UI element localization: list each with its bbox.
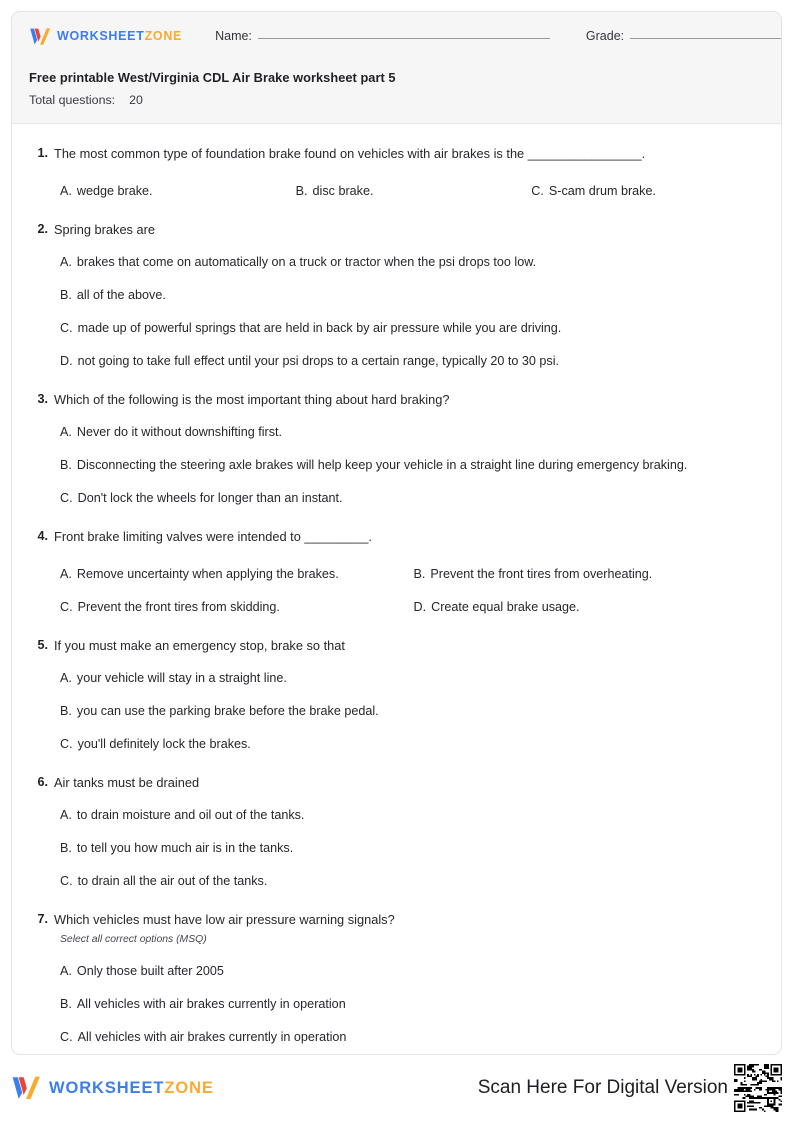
answer-option-key: A. — [60, 184, 72, 198]
grade-field-rule[interactable] — [630, 38, 782, 39]
answer-option[interactable] — [54, 995, 761, 1014]
question-options — [54, 962, 761, 1047]
answer-option[interactable] — [54, 962, 761, 981]
worksheetzone-w-logo-icon — [29, 27, 51, 46]
answer-option[interactable] — [54, 489, 761, 508]
answer-option[interactable] — [54, 319, 761, 338]
answer-option-key: A. — [60, 964, 72, 978]
question-text: The most common type of foundation brake found on vehicles with air brakes is the ________________. — [54, 146, 646, 161]
question-body — [54, 910, 761, 1047]
question-body — [54, 773, 761, 891]
question-options — [54, 551, 761, 617]
answer-option-text: S-cam drum brake. — [548, 184, 656, 198]
question-item — [32, 144, 761, 201]
answer-option-text: disc brake. — [312, 184, 374, 198]
answer-option[interactable] — [54, 839, 761, 858]
question-item — [32, 773, 761, 891]
name-field-label: Name: — [215, 29, 252, 43]
question-body — [54, 636, 761, 754]
answer-option-text: All vehicles with air brakes currently in operation — [76, 997, 346, 1011]
answer-option-key: B. — [295, 184, 308, 198]
answer-option-key: B. — [60, 841, 72, 855]
question-item — [32, 527, 761, 617]
worksheet-title: Free printable West/Virginia CDL Air Brake worksheet part 5 — [29, 70, 396, 85]
answer-option[interactable] — [54, 456, 761, 475]
question-number: 3. — [37, 392, 48, 406]
answer-option-text: to drain all the air out of the tanks. — [77, 874, 268, 888]
name-field-rule[interactable] — [258, 38, 550, 39]
total-questions — [29, 93, 764, 107]
answer-option-key: C. — [60, 321, 73, 335]
question-text: Air tanks must be drained — [54, 775, 200, 790]
question-options — [54, 423, 761, 508]
question-number: 7. — [37, 912, 48, 926]
brand-word-secondary: ZONE — [144, 29, 183, 43]
worksheetzone-w-logo-icon — [11, 1075, 41, 1101]
answer-option-text: Disconnecting the steering axle brakes will help keep your vehicle in a straight line during emergency braking. — [76, 458, 688, 472]
answer-option-text: to drain moisture and oil out of the tanks. — [76, 808, 305, 822]
answer-option-text: to tell you how much air is in the tanks. — [76, 841, 294, 855]
name-field[interactable] — [215, 29, 550, 43]
question-number: 6. — [37, 775, 48, 789]
worksheet-footer — [11, 1063, 782, 1113]
header-brand-wordmark — [57, 29, 182, 43]
answer-option-key: D. — [60, 354, 73, 368]
answer-option-text: Create equal brake usage. — [431, 600, 580, 614]
answer-option-key: A. — [60, 671, 72, 685]
answer-option-key: A. — [60, 255, 72, 269]
answer-option[interactable] — [54, 735, 761, 754]
answer-option-key: D. — [413, 600, 427, 614]
answer-option-text: Prevent the front tires from overheating. — [430, 567, 653, 581]
answer-option[interactable] — [54, 669, 761, 688]
questions-list — [12, 124, 781, 1047]
answer-option-key: B. — [413, 567, 426, 581]
worksheet-header — [12, 12, 781, 124]
answer-option[interactable] — [54, 872, 761, 891]
answer-option-key: C. — [60, 1030, 73, 1044]
header-brand-logo — [29, 27, 182, 46]
answer-option-text: Prevent the front tires from skidding. — [77, 600, 280, 614]
answer-option[interactable] — [525, 182, 761, 201]
question-item — [32, 910, 761, 1047]
question-item — [32, 220, 761, 371]
question-body — [54, 390, 761, 508]
answer-option-key: B. — [60, 704, 72, 718]
question-body — [54, 220, 761, 371]
answer-option[interactable] — [54, 253, 761, 272]
answer-option-text: Don't lock the wheels for longer than an instant. — [77, 491, 343, 505]
answer-option-text: your vehicle will stay in a straight line. — [76, 671, 287, 685]
answer-option-key: C. — [531, 184, 544, 198]
question-item — [32, 636, 761, 754]
question-item — [32, 390, 761, 508]
question-number: 1. — [37, 146, 48, 160]
question-options — [54, 669, 761, 754]
question-number: 2. — [37, 222, 48, 236]
footer-brand-wordmark — [49, 1079, 214, 1098]
question-number: 5. — [37, 638, 48, 652]
answer-option-text: made up of powerful springs that are held in back by air pressure while you are driving. — [77, 321, 562, 335]
question-text: Which of the following is the most important thing about hard braking? — [54, 392, 450, 407]
answer-option-key: A. — [60, 808, 72, 822]
question-text: If you must make an emergency stop, brake so that — [54, 638, 345, 653]
answer-option-key: C. — [60, 737, 73, 751]
qr-code-icon[interactable] — [734, 1064, 782, 1112]
answer-option-key: A. — [60, 567, 72, 581]
answer-option-key: B. — [60, 288, 72, 302]
total-questions-label: Total questions: — [29, 93, 116, 107]
grade-field-label: Grade: — [585, 29, 625, 43]
answer-option-text: you'll definitely lock the brakes. — [77, 737, 251, 751]
answer-option[interactable] — [408, 598, 762, 617]
question-number: 4. — [37, 529, 48, 543]
answer-option[interactable] — [54, 423, 761, 442]
brand-word-secondary: ZONE — [164, 1078, 214, 1097]
answer-option[interactable] — [54, 598, 408, 617]
answer-option-text: brakes that come on automatically on a truck or tractor when the psi drops too low. — [76, 255, 537, 269]
question-body — [54, 527, 761, 617]
brand-word-primary: WORKSHEET — [49, 1078, 165, 1097]
answer-option[interactable] — [54, 565, 408, 584]
answer-option[interactable] — [54, 286, 761, 305]
answer-option-text: all of the above. — [76, 288, 166, 302]
header-top-row — [29, 25, 764, 47]
question-text: Spring brakes are — [54, 222, 156, 237]
answer-option[interactable] — [54, 182, 290, 201]
answer-option-key: B. — [60, 997, 72, 1011]
answer-option[interactable] — [290, 182, 526, 201]
worksheet-sheet — [11, 11, 782, 1055]
brand-word-primary: WORKSHEET — [57, 29, 145, 43]
answer-option-text: Only those built after 2005 — [76, 964, 224, 978]
answer-option[interactable] — [408, 565, 762, 584]
answer-option[interactable] — [54, 806, 761, 825]
answer-option[interactable] — [54, 352, 761, 371]
answer-option[interactable] — [54, 1028, 761, 1047]
footer-brand-logo — [11, 1075, 214, 1101]
answer-option-key: C. — [60, 874, 73, 888]
answer-option-text: not going to take full effect until your psi drops to a certain range, typically 20 to 30 psi. — [77, 354, 560, 368]
answer-option-key: A. — [60, 425, 72, 439]
answer-option-key: C. — [60, 600, 73, 614]
question-hint: Select all correct options (MSQ) — [60, 934, 207, 945]
answer-option-key: B. — [60, 458, 72, 472]
question-options — [54, 806, 761, 891]
scan-prompt-text: Scan Here For Digital Version — [477, 1077, 728, 1098]
question-text: Front brake limiting valves were intended to _________. — [54, 529, 372, 544]
question-text: Which vehicles must have low air pressure warning signals? — [54, 912, 395, 927]
question-body — [54, 144, 761, 201]
grade-field[interactable] — [586, 29, 782, 43]
question-options — [54, 253, 761, 371]
answer-option-key: C. — [60, 491, 73, 505]
answer-option-text: wedge brake. — [76, 184, 153, 198]
answer-option-text: Never do it without downshifting first. — [76, 425, 282, 439]
answer-option-text: All vehicles with air brakes currently in operation — [77, 1030, 347, 1044]
answer-option[interactable] — [54, 702, 761, 721]
answer-option-text: you can use the parking brake before the brake pedal. — [76, 704, 379, 718]
question-options — [54, 168, 761, 201]
total-questions-value: 20 — [129, 93, 143, 107]
answer-option-text: Remove uncertainty when applying the brakes. — [76, 567, 339, 581]
